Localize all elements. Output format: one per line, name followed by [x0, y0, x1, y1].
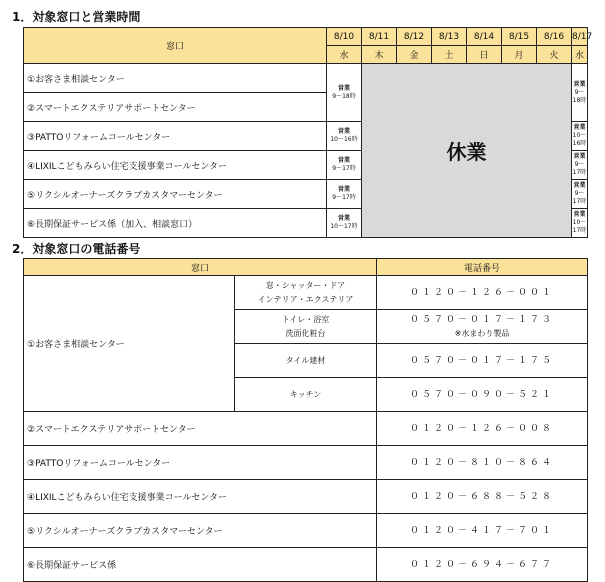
section1-title: 1．対象窓口と営業時間: [12, 10, 141, 24]
weekday: 水: [327, 46, 362, 64]
window-name: ⑥長期保証サービス係: [24, 548, 377, 582]
header-window: 窓口: [24, 28, 327, 64]
category-line: 洗面化粧台: [285, 328, 326, 338]
hours-cell: [572, 122, 588, 151]
hours: 10〜17時: [330, 223, 358, 230]
closed-block: 休業: [362, 64, 572, 238]
date: 8/15: [502, 28, 537, 46]
hours-table: [23, 27, 593, 238]
hours-cell: [327, 122, 362, 151]
section2-title: 2．対象窓口の電話番号: [12, 242, 141, 256]
window-name: ②スマートエクステリアサポートセンター: [24, 412, 377, 446]
open-label: 営業: [337, 128, 350, 135]
phone-number: [377, 310, 588, 344]
phone-number: ０１２０－１２６－００８: [377, 412, 588, 446]
window-name: ②スマートエクステリアサポートセンター: [24, 93, 327, 122]
open-label: 営業: [573, 211, 586, 218]
phone-number: ０１２０－４１７－７０１: [377, 514, 588, 548]
date: 8/17: [572, 28, 588, 46]
category: [235, 276, 377, 310]
date: 8/16: [537, 28, 572, 46]
hours-cell: [327, 180, 362, 209]
weekday: 土: [432, 46, 467, 64]
open-label: 営業: [573, 153, 586, 160]
window-name: ①お客さま相談センター: [24, 64, 327, 93]
window-name: ③PATTOリフォームコールセンター: [24, 446, 377, 480]
category: [235, 310, 377, 344]
hours-cell: [572, 209, 588, 238]
category: キッチン: [235, 378, 377, 412]
header-phone: 電話番号: [377, 259, 588, 276]
hours: 10〜16時: [572, 132, 587, 147]
window-name: ④LIXILこどもみらい住宅支援事業コールセンター: [24, 151, 327, 180]
hours: 9〜17時: [332, 194, 356, 201]
window-name: ⑤リクシルオーナーズクラブカスタマーセンター: [24, 514, 377, 548]
open-label: 営業: [337, 157, 350, 164]
phone-number: ０５７０－０１７－１７５: [377, 344, 588, 378]
hours-cell: [327, 209, 362, 238]
window-name: ⑥長期保証サービス係（加入、相談窓口）: [24, 209, 327, 238]
date: 8/10: [327, 28, 362, 46]
phone-number: ０１２０－６８８－５２８: [377, 480, 588, 514]
hours: 9〜18時: [572, 88, 587, 104]
phone-table: [23, 258, 588, 582]
date: 8/11: [362, 28, 397, 46]
window-name: ④LIXILこどもみらい住宅支援事業コールセンター: [24, 480, 377, 514]
hours-cell: [572, 151, 588, 180]
hours-cell: [572, 180, 588, 209]
hours: 10〜17時: [572, 219, 587, 234]
category-line: 窓・シャッター・ドア: [265, 280, 346, 290]
weekday: 月: [502, 46, 537, 64]
date: 8/12: [397, 28, 432, 46]
phone-number: ０１２０－１２６－００１: [377, 276, 588, 310]
hours: 10〜16時: [330, 136, 358, 143]
phone: ０５７０－０１７－１７３: [410, 314, 555, 325]
window-name: ③PATTOリフォームコールセンター: [24, 122, 327, 151]
open-label: 営業: [337, 215, 350, 222]
hours: 9〜18時: [332, 92, 356, 100]
open-label: 営業: [573, 124, 586, 131]
hours: 9〜17時: [572, 190, 587, 205]
date: 8/13: [432, 28, 467, 46]
open-label: 営業: [337, 84, 350, 92]
weekday: 木: [362, 46, 397, 64]
hours-cell: [327, 64, 362, 122]
note: ※水まわり製品: [454, 328, 510, 338]
open-label: 営業: [573, 80, 586, 88]
phone-number: ０１２０－８１０－８６４: [377, 446, 588, 480]
open-label: 営業: [573, 182, 586, 189]
phone-number: ０５７０－０９０－５２１: [377, 378, 588, 412]
phone-number: ０１２０－６９４－６７７: [377, 548, 588, 582]
weekday: 水: [572, 46, 588, 64]
hours: 9〜17時: [332, 165, 356, 172]
header-window: 窓口: [24, 259, 377, 276]
hours-cell: [572, 64, 588, 122]
date: 8/14: [467, 28, 502, 46]
window-name: ⑤リクシルオーナーズクラブカスタマーセンター: [24, 180, 327, 209]
category-line: トイレ・浴室: [281, 314, 330, 324]
window-name: ①お客さま相談センター: [24, 276, 235, 412]
weekday: 火: [537, 46, 572, 64]
category: タイル建材: [235, 344, 377, 378]
category-line: インテリア・エクステリア: [257, 294, 354, 304]
hours: 9〜17時: [572, 161, 587, 176]
open-label: 営業: [337, 186, 350, 193]
hours-cell: [327, 151, 362, 180]
weekday: 日: [467, 46, 502, 64]
weekday: 金: [397, 46, 432, 64]
